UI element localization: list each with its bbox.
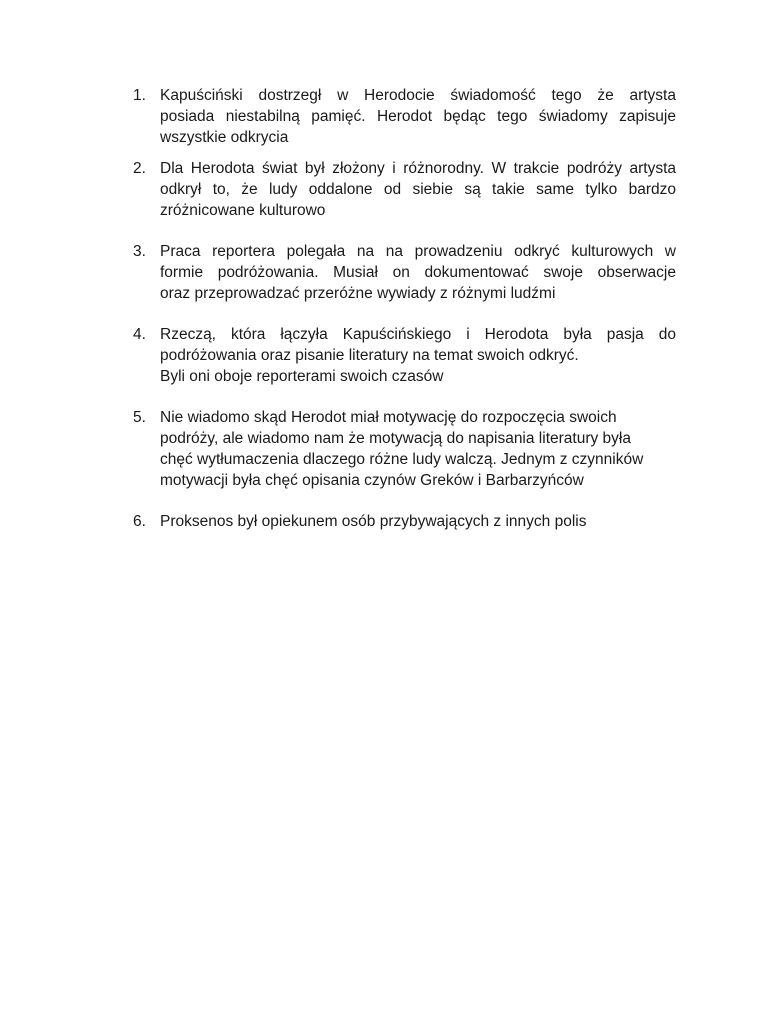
paragraph	[160, 407, 676, 491]
paragraph-line: chęć wytłumaczenia dlaczego różne ludy walczą. Jednym z czynników	[160, 451, 644, 468]
paragraph-line: motywacji była chęć opisania czynów Greków i Barbarzyńców	[160, 472, 584, 489]
paragraph	[160, 158, 676, 221]
list-number: 3.	[133, 243, 146, 260]
paragraph-line: Praca reportera polegała na na prowadzeniu odkryć kulturowych w	[160, 243, 676, 260]
paragraph	[160, 241, 676, 304]
paragraph-line: oraz przeprowadzać przeróżne wywiady z różnymi ludźmi	[160, 285, 556, 302]
paragraph-line: Dla Herodota świat był złożony i różnorodny. W trakcie podróży artysta	[160, 160, 676, 177]
list-number: 1.	[133, 87, 146, 104]
paragraph-line: Rzeczą, która łączyła Kapuścińskiego i Herodota była pasja do	[160, 326, 676, 343]
paragraph	[160, 85, 676, 148]
paragraph-line: formie podróżowania. Musiał on dokumentować swoje obserwacje	[160, 264, 676, 281]
list-number: 5.	[133, 409, 146, 426]
paragraph-line: podróżowania oraz pisanie literatury na temat swoich odkryć.	[160, 347, 579, 364]
paragraph-line: Byli oni oboje reporterami swoich czasów	[160, 368, 444, 385]
list-item-2	[133, 158, 676, 221]
paragraph-line: Kapuściński dostrzegł w Herodocie świadomość tego że artysta	[160, 87, 676, 104]
paragraph-line: Proksenos był opiekunem osób przybywających z innych polis	[160, 513, 587, 530]
list-item-1	[133, 85, 676, 148]
list-number: 6.	[133, 513, 146, 530]
list-number: 4.	[133, 326, 146, 343]
list-number: 2.	[133, 160, 146, 177]
paragraph	[160, 511, 676, 532]
paragraph-line: posiada niestabilną pamięć. Herodot będąc tego świadomy zapisuje	[160, 108, 676, 125]
paragraph-line: odkrył to, że ludy oddalone od siebie są takie same tylko bardzo	[160, 181, 676, 198]
paragraph-line: wszystkie odkrycia	[160, 129, 289, 146]
paragraph-line: zróżnicowane kulturowo	[160, 202, 326, 219]
paragraph-line: Nie wiadomo skąd Herodot miał motywację do rozpoczęcia swoich	[160, 409, 617, 426]
paragraph	[160, 324, 676, 387]
list-item-4	[133, 324, 676, 387]
paragraph-line: podróży, ale wiadomo nam że motywacją do napisania literatury była	[160, 430, 631, 447]
list-item-6	[133, 511, 676, 532]
numbered-list	[133, 85, 676, 542]
list-item-3	[133, 241, 676, 304]
list-item-5	[133, 407, 676, 491]
